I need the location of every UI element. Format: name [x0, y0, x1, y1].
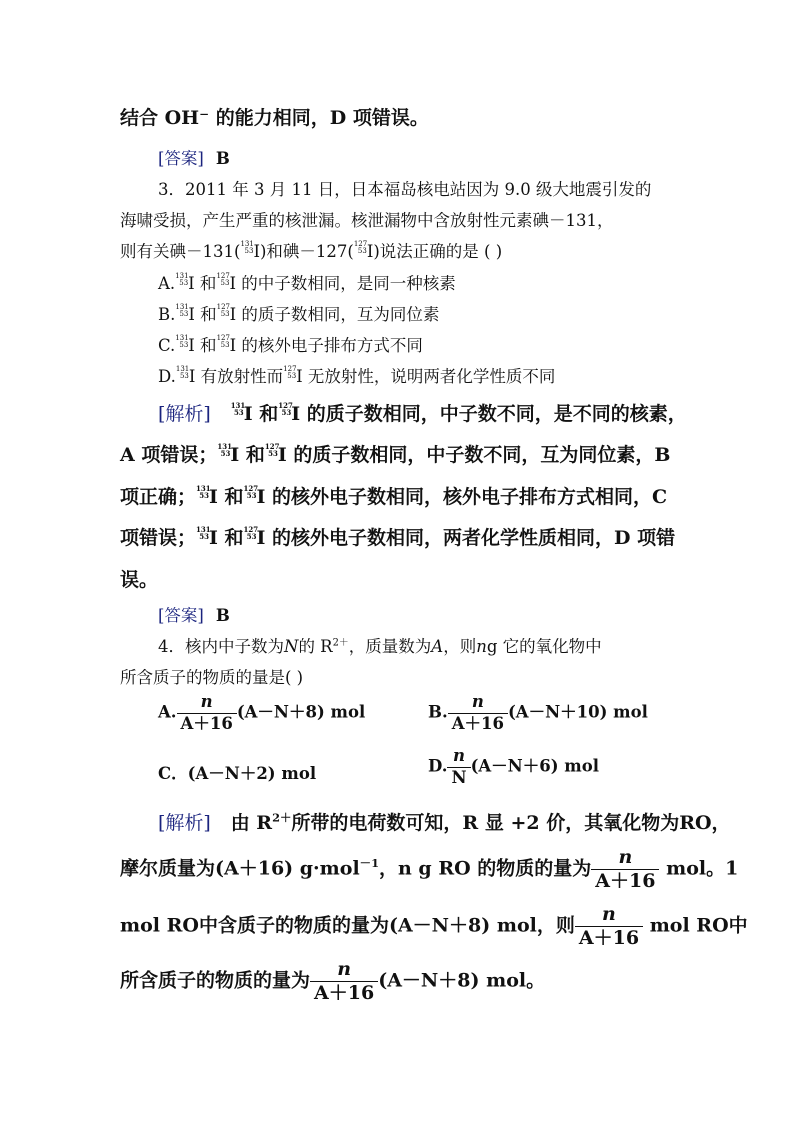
q4-option-c: C．(A－N＋2) mol [158, 764, 317, 783]
text-line: 3．2011 年 3 月 11 日，日本福岛核电站因为 9.0 级大地震引发的 [158, 180, 652, 199]
q4-analysis-line4: 所含质子的物质的量为 $\frac{n}{A+16}$ (A－N＋8) mol。 [120, 958, 546, 1004]
q3-stem-line2 [120, 207, 614, 231]
text-run: I)和碘－127( [253, 242, 354, 261]
isotope-notation: 127 53 [264, 442, 280, 458]
q4-option-a: A. $\frac{n}{A+16}$ (A－N＋8) mol [158, 692, 366, 733]
answer-value: B [215, 149, 230, 168]
q3-stem-line1 [158, 176, 651, 200]
prev-analysis-end [120, 103, 429, 130]
answer-row-1 [158, 145, 230, 169]
fraction: $\frac{n}{A+16}$ [591, 848, 659, 891]
isotope-notation: 127 53 [278, 401, 293, 417]
q4-option-b: B. $\frac{n}{A+16}$ (A－N＋10) mol [428, 692, 648, 733]
answer-label: [答案] [158, 149, 204, 168]
q3-analysis-line2: A 项错误； 131 53 I 和 127 53 I 的质子数相同，中子数不同，互为同位素，B [120, 442, 671, 466]
q3-option-c: C. 131 53 I 和 127 53 I 的核外电子排布方式不同 [158, 334, 423, 355]
isotope-notation: 131 53 [196, 525, 211, 541]
isotope-notation: 127 53 [216, 303, 231, 318]
q3-option-a: A. 131 53 I 和 127 53 I 的中子数相同，是同一种核素 [158, 272, 456, 293]
q3-analysis-line3: 项正确； 131 53 I 和 127 53 I 的核外电子数相同，核外电子排布方式相同，C [120, 484, 668, 508]
q3-option-b: B. 131 53 I 和 127 53 I 的质子数相同，互为同位素 [158, 303, 440, 324]
text-line: 结合 OH⁻ 的能力相同，D 项错误。 [120, 107, 429, 129]
answer-label: [答案] [158, 606, 204, 625]
q4-analysis-line3: mol RO中含质子的物质的量为(A－N＋8) mol，则 $\frac{n}{A+16}$ mol RO中 [120, 903, 748, 949]
analysis-label: [解析] [158, 403, 211, 425]
isotope-notation: 127 53 [353, 240, 368, 255]
isotope-notation: 131 53 [175, 303, 189, 318]
q3-analysis-line1: [解析] 131 53 I 和 127 53 I 的质子数相同，中子数不同，是不同的核素， [158, 401, 687, 425]
q4-stem-line2: 所含质子的物质的量是( ) [120, 668, 304, 687]
fraction: $\frac{n}{A+16}$ [575, 905, 643, 948]
isotope-notation: 131 53 [217, 442, 232, 458]
analysis-label: [解析] [158, 812, 211, 834]
q3-analysis-line4: 项错误； 131 53 I 和 127 53 I 的核外电子数相同，两者化学性质相同，D 项错 [120, 525, 676, 549]
isotope-notation: 131 53 [240, 240, 254, 255]
isotope-notation: 127 53 [216, 334, 230, 349]
text-line: 海啸受损，产生严重的核泄漏。核泄漏物中含放射性元素碘－131， [120, 211, 614, 230]
q3-analysis-line5: 误。 [120, 569, 159, 591]
q3-option-d: D. 131 53 I 有放射性而 127 53 I 无放射性，说明两者化学性质不同 [158, 365, 556, 386]
isotope-notation: 127 53 [216, 272, 230, 287]
isotope-notation: 127 53 [243, 484, 259, 500]
q4-option-d: D. $\frac{n}{N}$ (A－N＋6) mol [428, 746, 600, 787]
fraction: $\frac{n}{A+16}$ [177, 694, 237, 732]
text-run: I)说法正确的是 ( ) [366, 242, 503, 261]
isotope-notation: 131 53 [196, 484, 211, 500]
isotope-notation: 131 53 [230, 401, 246, 417]
fraction: $\frac{n}{N}$ [447, 748, 470, 786]
fraction: $\frac{n}{A+16}$ [448, 694, 508, 732]
isotope-notation: 127 53 [243, 525, 259, 541]
isotope-notation: 131 53 [175, 334, 189, 349]
q4-analysis-line1: [解析] 由 $R^{2+}$所带的电荷数可知，R 显 +2 价，其氧化物为RO， [158, 810, 731, 834]
isotope-notation: 131 53 [175, 272, 189, 287]
q3-stem-line3 [120, 238, 502, 262]
isotope-notation: 131 53 [175, 365, 190, 380]
answer-row-2 [158, 602, 230, 626]
fraction: $\frac{n}{A+16}$ [310, 960, 378, 1003]
text-run: 则有关碘－131( [120, 242, 241, 261]
q4-stem-line1: 4．核内中子数为N的 $R^{2+}$，质量数为A，则ng 它的氧化物中 [158, 637, 602, 656]
q4-analysis-line2: 摩尔质量为(A＋16) g·mol$^{-1}$，n g RO 的物质的量为 $\frac{n}{A+16}$ mol。1 [120, 846, 739, 892]
answer-value: B [215, 606, 230, 625]
isotope-notation: 127 53 [283, 365, 297, 380]
